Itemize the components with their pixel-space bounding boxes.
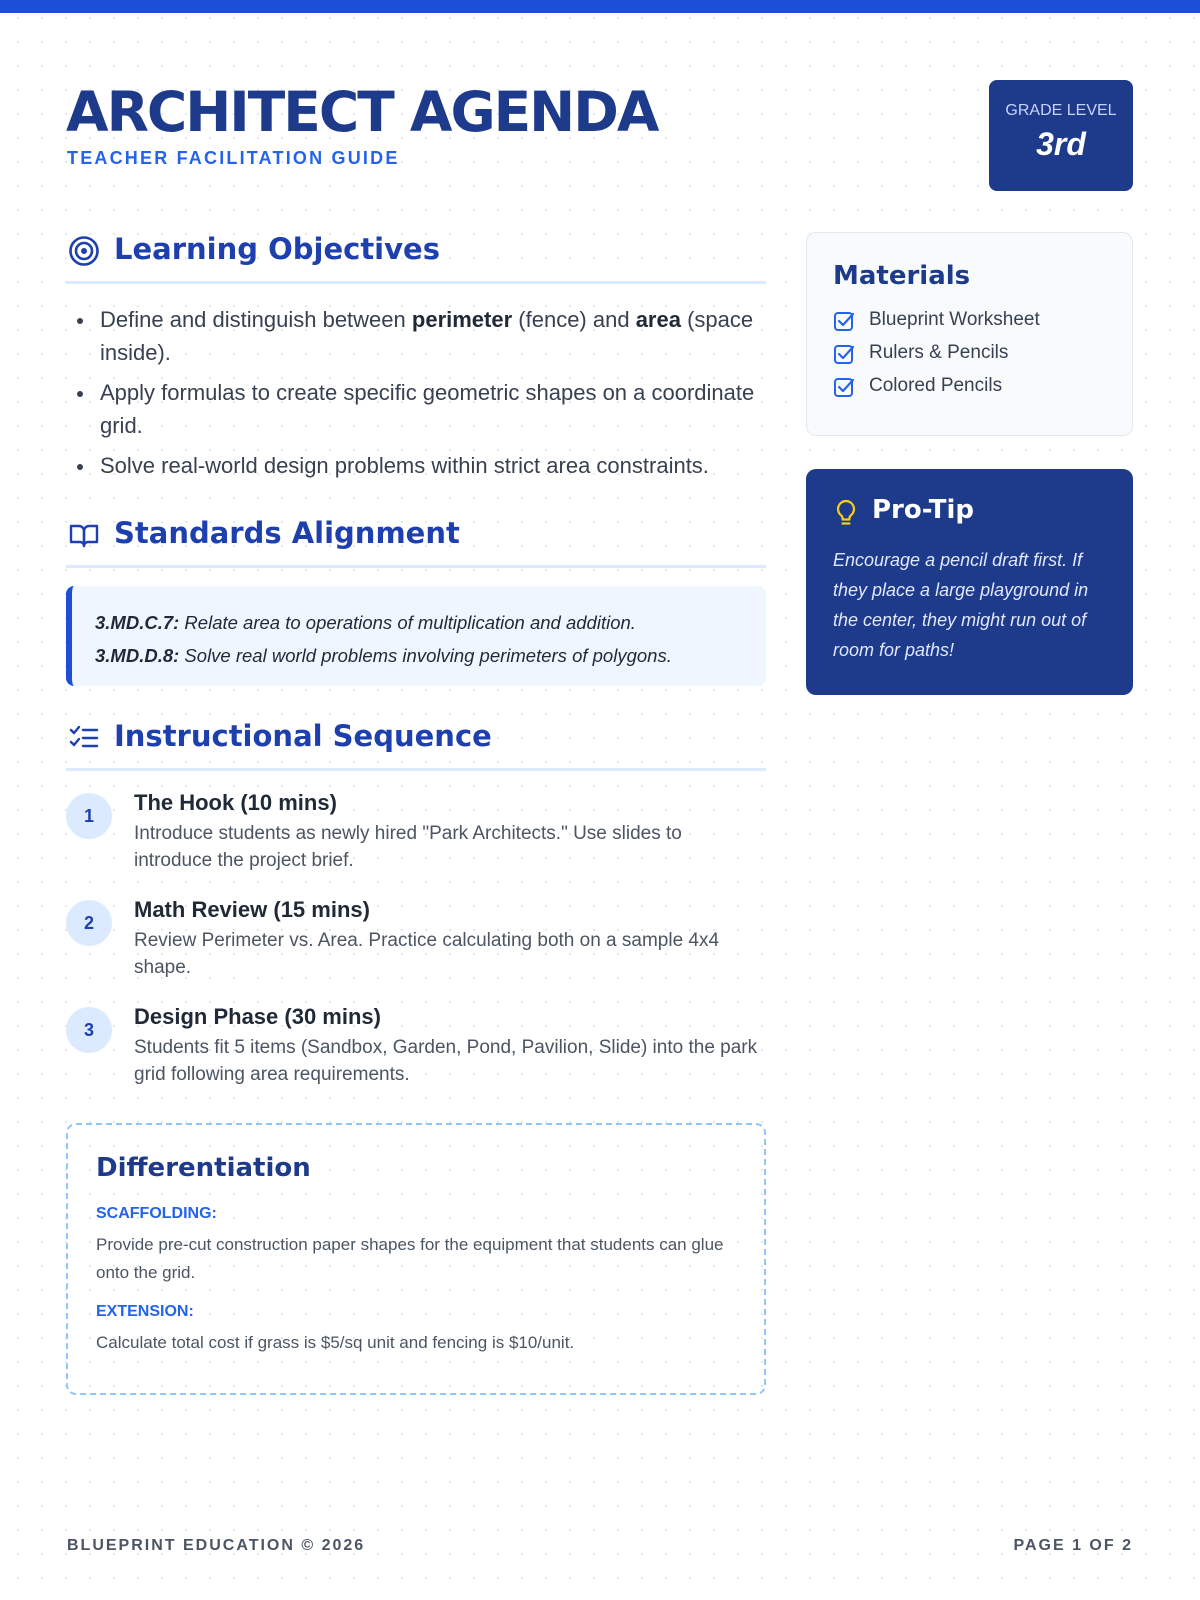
list-item: Rulers & Pencils (833, 336, 1106, 369)
step-title: Math Review (15 mins) (134, 897, 370, 922)
pro-tip-header (833, 495, 1106, 535)
target-icon (68, 235, 100, 267)
step-description: Students fit 5 items (Sandbox, Garden, Pond, Pavilion, Slide) into the park grid following area requirements. (134, 1037, 758, 1085)
pro-tip-text: Encourage a pencil draft first. If they place a large playground in the center, they might run out of room for paths! (833, 550, 1089, 660)
objectives-list (74, 303, 774, 489)
standard-item: 3.MD.C.7: Relate area to operations of multiplication and addition. (95, 612, 636, 633)
footer-copyright: BLUEPRINT EDUCATION © 2026 (67, 1537, 366, 1554)
page-subtitle: TEACHER FACILITATION GUIDE (67, 148, 400, 168)
page-number: PAGE 1 OF 2 (1013, 1537, 1133, 1554)
step-description: Introduce students as newly hired "Park Architects." Use slides to introduce the project brief. (134, 823, 682, 871)
differentiation-title: Differentiation (96, 1153, 311, 1183)
step-description: Review Perimeter vs. Area. Practice calculating both on a sample 4x4 shape. (134, 930, 720, 978)
book-open-icon (68, 519, 100, 551)
pro-tip-card (806, 469, 1133, 695)
checklist-icon (68, 722, 100, 754)
sequence-section-header (66, 713, 766, 771)
objectives-title: Learning Objectives (114, 232, 440, 266)
step-title: The Hook (10 mins) (134, 790, 337, 815)
lightbulb-icon (833, 499, 859, 527)
differentiation-box (66, 1123, 766, 1395)
sequence-title: Instructional Sequence (114, 719, 492, 753)
standard-item: 3.MD.D.8: Solve real world problems involving perimeters of polygons. (95, 645, 672, 666)
scaffolding-text: Provide pre-cut construction paper shapes for the equipment that students can glue onto the grid. (96, 1235, 724, 1282)
scaffolding-label: SCAFFOLDING: (96, 1205, 217, 1222)
materials-list (833, 303, 1106, 402)
list-item: Blueprint Worksheet (833, 303, 1106, 336)
grade-level-label: GRADE LEVEL (1005, 102, 1117, 119)
step-number: 3 (66, 1007, 112, 1053)
standards-section-header (66, 510, 766, 568)
extension-text: Calculate total cost if grass is $5/sq unit and fencing is $10/unit. (96, 1333, 575, 1352)
list-item: Colored Pencils (833, 369, 1106, 402)
objectives-section-header (66, 226, 766, 284)
list-item: Solve real-world design problems within strict area constraints. (74, 449, 774, 482)
grade-level-badge (989, 80, 1133, 191)
checkbox-icon (833, 376, 855, 398)
checkbox-icon (833, 310, 855, 332)
pro-tip-title: Pro-Tip (872, 495, 974, 525)
step-title: Design Phase (30 mins) (134, 1004, 381, 1029)
materials-card (806, 232, 1133, 436)
step-number: 2 (66, 900, 112, 946)
standards-title: Standards Alignment (114, 516, 460, 550)
top-accent-bar (0, 0, 1200, 13)
materials-title: Materials (833, 261, 971, 291)
step-number: 1 (66, 793, 112, 839)
grade-level-value: 3rd (1036, 126, 1086, 162)
checkbox-icon (833, 343, 855, 365)
list-item: Define and distinguish between perimeter (fence) and area (space inside). (74, 303, 774, 369)
extension-label: EXTENSION: (96, 1303, 194, 1320)
list-item: Apply formulas to create specific geometric shapes on a coordinate grid. (74, 376, 774, 442)
page-title: ARCHITECT AGENDA (66, 80, 658, 144)
standards-callout (66, 586, 766, 686)
